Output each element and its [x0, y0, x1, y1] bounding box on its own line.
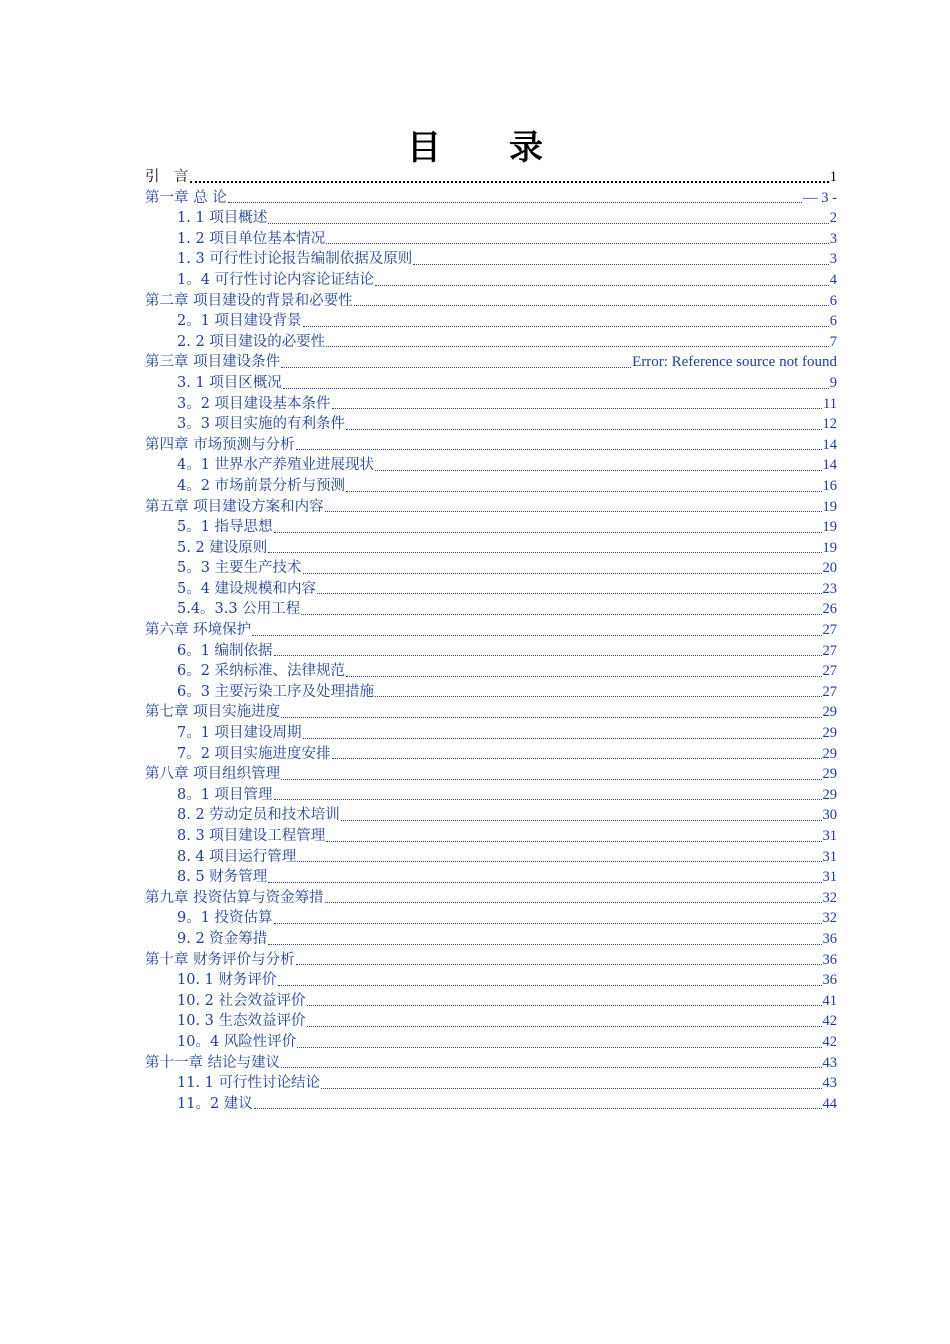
toc-dot-leader: [228, 188, 802, 203]
toc-entry-label: 8. 5 财务管理: [177, 869, 268, 886]
toc-entry-page: 9: [829, 374, 837, 391]
toc-dot-leader: [254, 1094, 822, 1109]
toc-dot-leader: [326, 827, 821, 842]
toc-entry-label: 第一章 总 论: [145, 189, 227, 206]
toc-entry-page: 29: [822, 745, 837, 762]
toc-entry-page: 11: [823, 395, 837, 412]
toc-entry[interactable]: [145, 785, 837, 806]
toc-entry-label: 3. 1 项目区概况: [177, 374, 282, 391]
toc-entry[interactable]: [145, 497, 837, 518]
toc-entry-page: 7: [829, 333, 837, 350]
toc-entry[interactable]: [145, 888, 837, 909]
toc-entry[interactable]: [145, 641, 837, 662]
toc-entry[interactable]: [145, 373, 837, 394]
toc-entry-label: 第十章 财务评价与分析: [145, 951, 295, 968]
toc-entry-label: 第六章 环境保护: [145, 622, 252, 639]
toc-entry-label: 3。2 项目建设基本条件: [177, 395, 331, 412]
toc-dot-leader: [281, 1053, 821, 1068]
toc-dot-leader: [332, 394, 822, 409]
toc-entry[interactable]: [145, 661, 837, 682]
toc-entry-page: 44: [822, 1095, 837, 1112]
toc-entry[interactable]: [145, 1073, 837, 1094]
toc-entry-label: 7。1 项目建设周期: [177, 725, 302, 742]
toc-entry-page: 29: [822, 704, 837, 721]
toc-entry[interactable]: [145, 599, 837, 620]
toc-entry-label: 3。3 项目实施的有利条件: [177, 416, 346, 433]
toc-dot-leader: [332, 744, 822, 759]
toc-entry[interactable]: [145, 764, 837, 785]
toc-dot-leader: [281, 353, 631, 368]
toc-entry-label: 2. 2 项目建设的必要性: [177, 333, 326, 350]
toc-entry-page: 6: [829, 313, 837, 330]
toc-entry[interactable]: [145, 270, 837, 291]
toc-entry-label: 8。1 项目管理: [177, 786, 273, 803]
toc-entry-label: 8. 4 项目运行管理: [177, 848, 297, 865]
toc-entry-page: 41: [822, 992, 837, 1009]
toc-entry-label: 10. 3 生态效益评价: [177, 1013, 306, 1030]
toc-entry-page: 16: [822, 477, 837, 494]
toc-entry[interactable]: [145, 991, 837, 1012]
toc-entry-page: 27: [822, 622, 837, 639]
toc-entry-label: 7。2 项目实施进度安排: [177, 745, 331, 762]
toc-dot-leader: [346, 477, 821, 492]
toc-entry-label: 10. 1 财务评价: [177, 972, 277, 989]
toc-entry[interactable]: [145, 929, 837, 950]
toc-dot-leader: [268, 209, 828, 224]
toc-entry[interactable]: [145, 1053, 837, 1074]
toc-dot-leader: [354, 291, 829, 306]
toc-entry-label: 8. 2 劳动定员和技术培训: [177, 807, 340, 824]
toc-entry-page: 36: [822, 972, 837, 989]
toc-entry-label: 6。2 采纳标准、法律规范: [177, 663, 346, 680]
toc-entry[interactable]: [145, 435, 837, 456]
toc-entry[interactable]: [145, 167, 837, 188]
toc-entry-label: 5。3 主要生产技术: [177, 560, 302, 577]
toc-entry-page: 36: [822, 930, 837, 947]
toc-entry[interactable]: [145, 352, 837, 373]
toc-entry[interactable]: [145, 208, 837, 229]
toc-entry[interactable]: [145, 249, 837, 270]
toc-entry[interactable]: [145, 847, 837, 868]
toc-entry[interactable]: [145, 188, 837, 209]
toc-entry-page: 31: [822, 828, 837, 844]
toc-entry[interactable]: [145, 455, 837, 476]
toc-entry[interactable]: [145, 394, 837, 415]
toc-dot-leader: [274, 785, 822, 800]
toc-dot-leader: [296, 435, 822, 450]
toc-entry-label: 1。4 可行性讨论内容论证结论: [177, 271, 375, 288]
toc-dot-leader: [321, 1074, 821, 1089]
toc-entry[interactable]: [145, 538, 837, 559]
toc-dot-leader: [307, 1012, 822, 1027]
toc-entry[interactable]: [145, 908, 837, 929]
toc-entry[interactable]: [145, 867, 837, 888]
toc-entry-label: 第十一章 结论与建议: [145, 1054, 281, 1071]
toc-entry-page: 29: [822, 786, 837, 803]
toc-entry-label: 引 言: [145, 169, 189, 185]
toc-dot-leader: [268, 538, 821, 553]
toc-dot-leader: [274, 518, 822, 533]
toc-entry-label: 第四章 市场预测与分析: [145, 436, 295, 453]
toc-entry[interactable]: [145, 970, 837, 991]
toc-dot-leader: [296, 950, 822, 965]
toc-entry[interactable]: [145, 414, 837, 435]
toc-entry[interactable]: [145, 517, 837, 538]
toc-entry-page: 4: [829, 271, 837, 288]
toc-entry[interactable]: [145, 579, 837, 600]
toc-entry-page: 43: [822, 1054, 837, 1071]
toc-entry-page: 19: [822, 519, 837, 536]
toc-entry[interactable]: [145, 950, 837, 971]
toc-entry-page: 31: [822, 848, 837, 865]
toc-entry-page: 29: [822, 725, 837, 742]
toc-entry-label: 第五章 项目建设方案和内容: [145, 498, 324, 515]
toc-entry-page: 23: [822, 580, 837, 597]
toc-entry-page: 2: [829, 210, 837, 227]
toc-entry-label: 5。1 指导思想: [177, 519, 273, 536]
page-title: 目 录: [407, 128, 543, 168]
toc-entry-page: 43: [822, 1075, 837, 1092]
toc-entry-page: 26: [822, 601, 837, 618]
toc-dot-leader: [375, 682, 821, 697]
toc-entry-page: — 3 -: [803, 189, 837, 206]
toc-dot-leader: [274, 909, 822, 924]
toc-entry[interactable]: [145, 744, 837, 765]
toc-dot-leader: [268, 868, 821, 883]
toc-entry-page: Error: Reference source not found: [632, 354, 837, 371]
toc-dot-leader: [281, 765, 821, 780]
toc-entry-label: 9. 2 资金筹措: [177, 930, 268, 947]
table-of-contents: [145, 167, 837, 1114]
toc-dot-leader: [278, 971, 822, 986]
toc-dot-leader: [297, 1033, 821, 1048]
toc-entry-label: 1. 1 项目概述: [177, 210, 268, 227]
toc-entry-page: 42: [822, 1033, 837, 1050]
toc-entry[interactable]: [145, 1011, 837, 1032]
toc-entry-page: 1: [829, 169, 837, 185]
toc-entry[interactable]: [145, 1094, 837, 1115]
toc-entry-page: 3: [829, 251, 837, 268]
toc-dot-leader: [317, 579, 821, 594]
toc-entry[interactable]: [145, 1032, 837, 1053]
toc-entry-page: 6: [829, 292, 837, 309]
toc-dot-leader: [413, 250, 828, 265]
toc-entry-label: 6。1 编制依据: [177, 642, 273, 659]
toc-entry[interactable]: [145, 723, 837, 744]
toc-entry[interactable]: [145, 311, 837, 332]
toc-entry-label: 第九章 投资估算与资金筹措: [145, 889, 324, 906]
toc-dot-leader: [341, 806, 822, 821]
toc-entry[interactable]: [145, 620, 837, 641]
toc-entry-label: 4。2 市场前景分析与预测: [177, 477, 346, 494]
toc-dot-leader: [375, 271, 829, 286]
toc-entry-label: 第七章 项目实施进度: [145, 704, 281, 721]
toc-entry[interactable]: [145, 332, 837, 353]
toc-entry-label: 第三章 项目建设条件: [145, 354, 281, 371]
toc-entry-label: 10。4 风险性评价: [177, 1033, 297, 1050]
toc-entry-label: 10. 2 社会效益评价: [177, 992, 306, 1009]
toc-dot-leader: [190, 167, 829, 183]
toc-entry-label: 5.4。3.3 公用工程: [177, 601, 301, 618]
toc-entry-page: 3: [829, 230, 837, 247]
toc-entry[interactable]: [145, 476, 837, 497]
toc-dot-leader: [281, 703, 821, 718]
toc-entry-label: 第二章 项目建设的背景和必要性: [145, 292, 353, 309]
toc-entry-label: 2。1 项目建设背景: [177, 313, 302, 330]
toc-entry[interactable]: [145, 682, 837, 703]
toc-entry-label: 4。1 世界水产养殖业进展现状: [177, 457, 375, 474]
toc-entry-page: 42: [822, 1013, 837, 1030]
toc-entry-page: 32: [822, 910, 837, 927]
toc-entry-label: 5. 2 建设原则: [177, 539, 268, 556]
toc-dot-leader: [274, 641, 822, 656]
toc-dot-leader: [326, 229, 828, 244]
toc-dot-leader: [297, 847, 821, 862]
toc-entry-page: 19: [822, 539, 837, 556]
toc-dot-leader: [268, 930, 821, 945]
toc-entry-page: 30: [822, 807, 837, 824]
toc-dot-leader: [346, 662, 821, 677]
toc-entry-page: 27: [822, 683, 837, 700]
toc-entry-label: 第八章 项目组织管理: [145, 766, 281, 783]
toc-entry[interactable]: [145, 826, 837, 847]
toc-entry-page: 14: [822, 436, 837, 453]
toc-dot-leader: [303, 312, 829, 327]
toc-dot-leader: [303, 724, 822, 739]
toc-dot-leader: [283, 374, 829, 389]
toc-entry-page: 12: [822, 416, 837, 433]
toc-entry-label: 8. 3 项目建设工程管理: [177, 828, 326, 844]
toc-entry-label: 1. 3 可行性讨论报告编制依据及原则: [177, 251, 413, 268]
toc-dot-leader: [252, 621, 821, 636]
toc-entry-label: 6。3 主要污染工序及处理措施: [177, 683, 375, 700]
toc-entry[interactable]: [145, 702, 837, 723]
toc-entry-page: 14: [822, 457, 837, 474]
toc-entry[interactable]: [145, 291, 837, 312]
toc-entry[interactable]: [145, 229, 837, 250]
toc-entry-page: 20: [822, 560, 837, 577]
toc-entry[interactable]: [145, 558, 837, 579]
toc-entry-label: 5。4 建设规模和内容: [177, 580, 317, 597]
toc-dot-leader: [307, 991, 822, 1006]
toc-entry[interactable]: [145, 805, 837, 826]
toc-entry-page: 29: [822, 766, 837, 783]
toc-entry-page: 19: [822, 498, 837, 515]
toc-entry-label: 11. 1 可行性讨论结论: [177, 1075, 321, 1092]
toc-dot-leader: [325, 888, 822, 903]
toc-entry-page: 31: [822, 869, 837, 886]
toc-dot-leader: [346, 415, 821, 430]
toc-entry-page: 27: [822, 642, 837, 659]
toc-dot-leader: [303, 559, 822, 574]
toc-entry-label: 1. 2 项目单位基本情况: [177, 230, 326, 247]
toc-entry-label: 11。2 建议: [177, 1095, 253, 1112]
toc-dot-leader: [301, 600, 821, 615]
toc-entry-page: 32: [822, 889, 837, 906]
toc-entry-page: 27: [822, 663, 837, 680]
toc-dot-leader: [375, 456, 821, 471]
toc-entry-page: 36: [822, 951, 837, 968]
toc-entry-label: 9。1 投资估算: [177, 910, 273, 927]
toc-dot-leader: [325, 497, 822, 512]
toc-dot-leader: [326, 332, 828, 347]
